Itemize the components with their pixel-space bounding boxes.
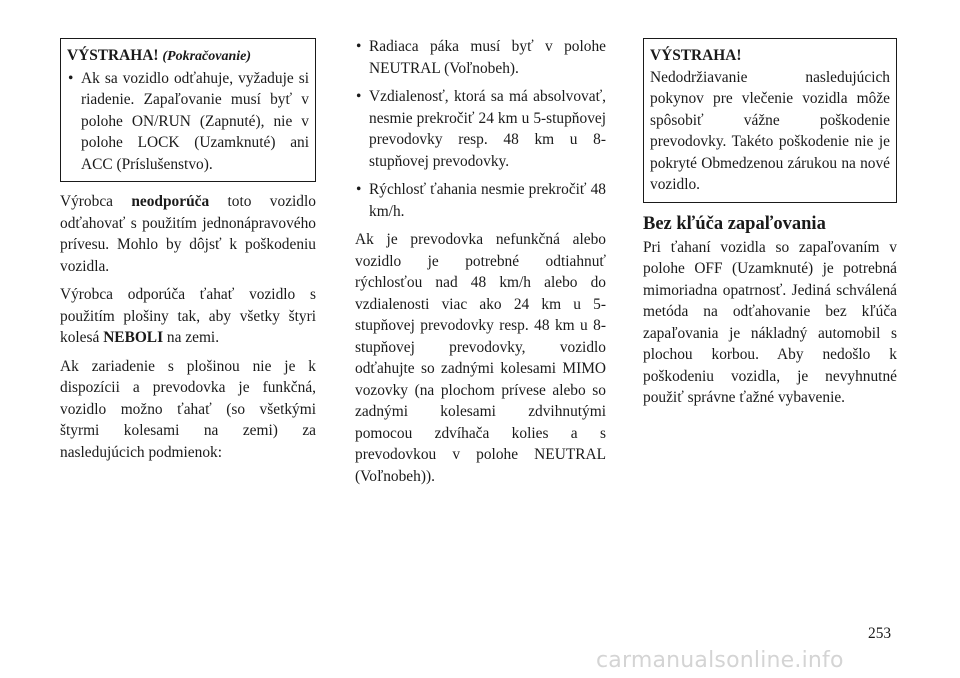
column-middle [355,36,606,494]
text-span: toto vozidlo odťahovať s použitím jednonápravového prívesu. Mohlo by dôjsť k poškodeniu vozidla. [60,193,316,275]
page-number: 253 [868,625,892,642]
bold-text: neodporúča [131,193,210,210]
paragraph-conditions-intro: Ak zariadenie s plošinou nie je k dispozícii a prevodovka je funkčná, vozidlo možno ťahať (so všetkými štyrmi kolesami na zemi) za nasledujúcich podmienok: [60,357,316,461]
warning-list [67,68,309,176]
warning-title: VÝSTRAHA! [67,47,159,64]
paragraph-not-recommended [60,191,316,277]
warning-bullet: • Ak sa vozidlo odťahuje, vyžaduje si riadenie. Zapaľovanie musí byť v polohe ON/RUN (Zapnuté), nie v polohe LOCK (Uzamknuté) ani ACC (Príslušenstvo). [67,68,309,176]
warning-title: VÝSTRAHA! [650,47,742,64]
list-item: • Vzdialenosť, ktorá sa má absolvovať, nesmie prekročiť 24 km u 5-stupňovej prevodovky resp. 48 km u 8-stupňovej prevodovky. [355,86,606,172]
conditions-list [355,36,606,222]
paragraph-flatbed-towing: Ak je prevodovka nefunkčná alebo vozidlo je potrebné odtiahnuť rýchlosťou nad 48 km/h alebo do vzdialenosti viac ako 24 km u 5-stupňovej prevodovky resp. 48 km u 8-stupňovej prevodovky, vozidlo odťahujte so zadnými kolesami MIMO vozovky (na plochom prívese alebo so zadnými kolesami zdvihnutými pomocou zdvíhača kolies a s prevodovkou v polohe NEUTRAL (Voľnobeh)). [355,231,606,485]
warning-box [643,38,897,203]
list-item: • Radiaca páka musí byť v polohe NEUTRAL (Voľnobeh). [355,36,606,79]
list-item: • Rýchlosť ťahania nesmie prekročiť 48 km/h. [355,179,606,222]
text-span: Výrobca [60,193,113,210]
column-right [643,38,897,416]
paragraph-recommended [60,284,316,349]
column-left [60,38,316,470]
warning-box-continued [60,38,316,182]
warning-header [67,45,309,68]
text-span: Výrobca odporúča ťahať vozidlo s použitím plošiny tak, aby všetky štyri kolesá [60,286,316,346]
paragraph-keyless: Pri ťahaní vozidla so zapaľovaním v polohe OFF (Uzamknuté) je potrebná mimoriadna opatrnosť. Jediná schválená metóda na odťahovanie bez kľúča zapaľovania je nákladný automobil s plochou korbou. Aby nedošlo k poškodeniu vozidla, je nevyhnutné použiť správne ťažné vybavenie. [643,238,897,406]
watermark: carmanualsonline.info [596,648,844,673]
warning-continued-label: (Pokračovanie) [162,49,252,64]
text-span: na zemi. [166,329,220,346]
bold-text: NEBOLI [103,329,164,346]
warning-text: Nedodržiavanie nasledujúcich pokynov pre vlečenie vozidla môže spôsobiť vážne poškodenie prevodovky. Takéto poškodenie nie je pokryté Obmedzenou zárukou na nové vozidlo. [650,68,890,193]
section-heading: Bez kľúča zapaľovania [643,213,826,234]
